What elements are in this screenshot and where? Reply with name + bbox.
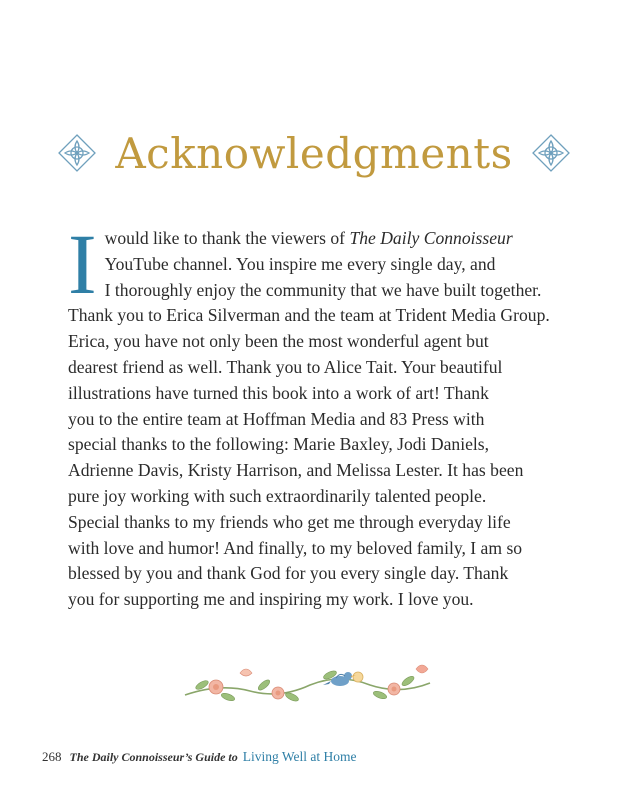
footer-book-title-part1: The Daily Connoisseur’s Guide to: [69, 750, 238, 764]
left-ornament-icon: [57, 133, 97, 173]
drop-cap: I: [68, 216, 97, 312]
body-line-1: would like to thank the viewers of The Daily Connoisseur: [104, 228, 513, 248]
body-line-11: pure joy working with such extraordinarily talented people.: [68, 485, 487, 506]
body-line-12: Special thanks to my friends who get me through everyday life: [68, 511, 511, 532]
page-number: 268: [42, 749, 62, 764]
body-line-9: special thanks to the following: Marie Baxley, Jodi Daniels,: [68, 434, 490, 455]
acknowledgments-body: [68, 216, 568, 613]
body-line-6: dearest friend as well. Thank you to Alice Tait. Your beautiful: [68, 356, 503, 377]
page-title: Acknowledgments: [115, 128, 513, 178]
body-line-3: I thoroughly enjoy the community that we have built together.: [104, 279, 542, 300]
footer-book-title-part2: Living Well at Home: [242, 749, 357, 764]
body-line-2: YouTube channel. You inspire me every single day, and: [104, 253, 496, 274]
body-line-7: illustrations have turned this book into a work of art! Thank: [68, 382, 489, 403]
page-footer: [42, 749, 357, 765]
body-line-8: you to the entire team at Hoffman Media and 83 Press with: [68, 408, 485, 429]
body-line-5: Erica, you have not only been the most wonderful agent but: [68, 331, 489, 352]
right-ornament-icon: [531, 133, 571, 173]
italic-book-title: The Daily Connoisseur: [349, 228, 513, 248]
heading: [0, 118, 628, 188]
body-line-13: with love and humor! And finally, to my beloved family, I am so: [68, 537, 523, 558]
body-line-4: Thank you to Erica Silverman and the team at Trident Media Group.: [68, 305, 550, 326]
body-line-10: Adrienne Davis, Kristy Harrison, and Melissa Lester. It has been: [68, 460, 524, 481]
body-line-14: blessed by you and thank God for you every single day. Thank: [68, 563, 509, 584]
floral-vine-icon: [180, 655, 435, 707]
body-line-15: you for supporting me and inspiring my work. I love you.: [68, 589, 474, 610]
